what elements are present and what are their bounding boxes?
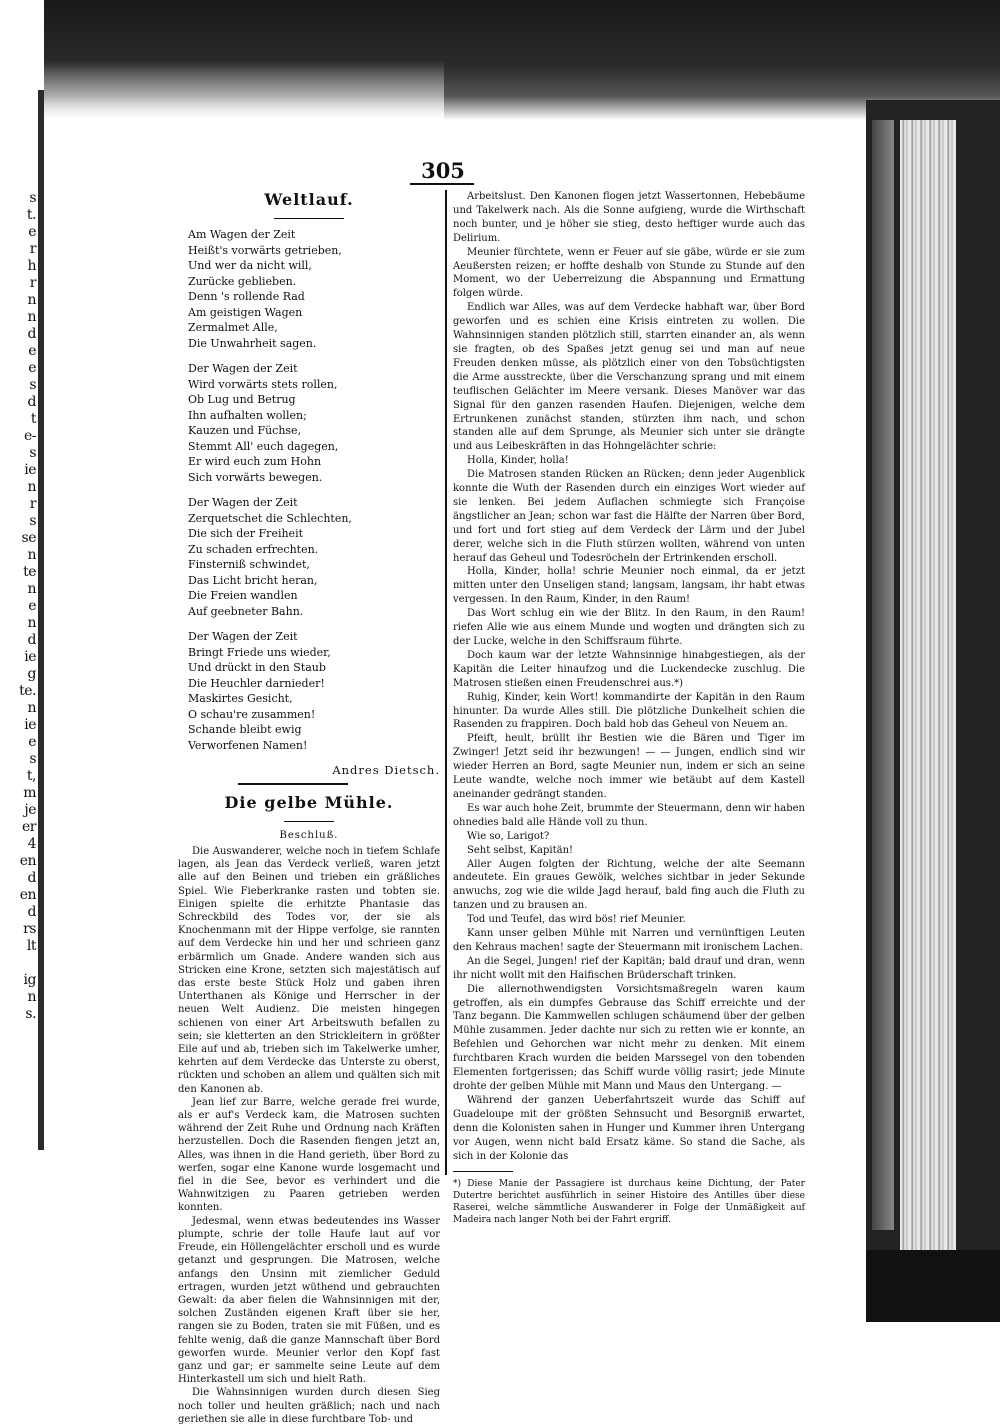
left-fragment-line: n xyxy=(27,615,36,631)
left-fragment-line: ig xyxy=(23,972,36,988)
poem-line: Der Wagen der Zeit xyxy=(188,630,298,643)
left-fragment-line: n xyxy=(27,309,36,325)
story-paragraph: Meunier fürchtete, wenn er Feuer auf sie gäbe, würde er sie zum Aeußersten reizen; er hoffte deshalb von Stunde zu Stunde auf den Moment, wo der Ueberreizung die Abspannung und Ermattung folgen würde. xyxy=(453,246,805,300)
left-fragment-line: je xyxy=(24,802,36,818)
left-fragment-line: d xyxy=(27,326,36,342)
left-fragment-line: r xyxy=(29,496,36,512)
poem-line: Verworfenen Namen! xyxy=(188,738,308,752)
story-paragraph: Seht selbst, Kapitän! xyxy=(467,844,574,856)
left-fragment-line: s xyxy=(29,751,36,767)
left-fragment-line: d xyxy=(27,632,36,648)
story-paragraph: Tod und Teufel, das wird bös! rief Meunier. xyxy=(467,914,686,926)
left-fragment-line: en xyxy=(19,887,36,903)
poem-body xyxy=(178,227,440,753)
left-fragment-line: h xyxy=(27,258,36,274)
left-fragment-line: s. xyxy=(25,1006,36,1022)
left-fragment-line: 4 xyxy=(27,836,36,852)
poem-title: Weltlauf. xyxy=(264,190,354,209)
left-fragment-line: t xyxy=(30,411,36,427)
left-fragment-line: e xyxy=(28,224,36,240)
poem-line: Sich vorwärts bewegen. xyxy=(188,470,323,484)
left-fragment-line: r xyxy=(29,241,36,257)
poem-line: Kauzen und Füchse, xyxy=(188,424,302,437)
story-paragraph: Während der ganzen Ueberfahrtszeit wurde das Schiff auf Guadeloupe mit der größten Sehnsucht und Besorgniß erwartet, denn die Kolonisten sahen in Hunger und Kummer ihren Untergang vor Augen, wenn nicht bald Ersatz käme. So stand die Sache, als sich in der Kolonie das xyxy=(453,1094,805,1162)
poem-line: Der Wagen der Zeit xyxy=(188,496,298,509)
left-fragment-line: ie xyxy=(24,717,36,733)
story-title-rule xyxy=(284,821,334,822)
story-paragraph: Pfeift, heult, brüllt ihr Bestien wie die Bären und Tiger im Zwinger! Jetzt seid ihr bezwungen! — — Jungen, endlich sind wir wieder Herren an Bord, sagte Meunier nun, indem er sich an seine Leute wandte, welche noch immer wie betäubt auf dem Kastell aneinander gedrängt standen. xyxy=(453,733,805,800)
poem-line: Die Freien wandlen xyxy=(188,589,298,602)
poem-stanza xyxy=(188,227,440,351)
poem-line: Zerquetschet die Schlechten, xyxy=(188,511,352,525)
left-fragment-line: d xyxy=(27,870,36,886)
poem-line: Zurücke geblieben. xyxy=(188,274,297,288)
story-title: Die gelbe Mühle. xyxy=(224,793,394,812)
left-fragment-line: e- xyxy=(23,428,36,444)
poem-line: Die sich der Freiheit xyxy=(188,527,304,540)
left-fragment-line: er xyxy=(22,819,36,835)
poem-line: Der Wagen der Zeit xyxy=(188,362,298,375)
story-paragraph: Jedesmal, wenn etwas bedeutendes ins Wasser plumpte, schrie der tolle Haufe laut auf vor Freude, ein Höllengelächter erscholl und es wurde getanzt und gesprungen. Die Matrosen, welche anfangs den Unsinn mit ziemlicher Geduld ertragen, wurden jetzt wüthend und gebrauchten Gewalt: da aber fielen die Wahnsinnigen mit der, solchen Zuständen eigenen Kraft über sie her, rangen sie zu Boden, traten sie mit Füßen, und es fehlte wenig, daß die ganze Mannschaft über Bord geworfen wurde. Meunier verlor den Kopf fast ganz und gar; er sammelte seine Leute auf dem Hinterkastell um sich und hielt Rath. xyxy=(178,1215,440,1386)
left-fragment-line: t, xyxy=(26,768,36,784)
story-paragraph: Holla, Kinder, holla! xyxy=(467,455,569,467)
poem-line: Die Heuchler darnieder! xyxy=(188,676,325,690)
poem-line: Und wer da nicht will, xyxy=(188,259,312,272)
left-fragment-line: r xyxy=(29,275,36,291)
left-fragment-line: n xyxy=(27,292,36,308)
left-fragment-line: e xyxy=(28,598,36,614)
page-number-rule xyxy=(410,183,474,185)
poem-line: Auf geebneter Bahn. xyxy=(188,604,304,618)
left-fragment-line: s xyxy=(29,190,36,206)
story-paragraph: Kann unser gelben Mühle mit Narren und vernünftigen Leuten den Kehraus machen! sagte der Steuermann mit ironischem Lachen. xyxy=(453,928,805,953)
poem-stanza xyxy=(188,361,440,485)
left-fragment-line: e xyxy=(28,360,36,376)
left-fragment-line: n xyxy=(27,581,36,597)
poem-line: Ihn aufhalten wollen; xyxy=(188,408,307,422)
section-divider xyxy=(238,783,348,785)
poem-line: Die Unwahrheit sagen. xyxy=(188,336,317,350)
left-fragment-line: t. xyxy=(26,207,36,223)
poem-line: Am Wagen der Zeit xyxy=(188,228,296,241)
poem-line: Stemmt All' euch dagegen, xyxy=(188,439,339,453)
left-fragment-line: se xyxy=(21,530,36,546)
story-paragraph: Die Auswanderer, welche noch in tiefem Schlafe lagen, als Jean das Verdeck verließ, waren jetzt alle auf den Beinen und trieben ein gräßliches Spiel. Wie Fieberkranke rasten und tobten sie. Einigen spielte die erhitzte Phantasie das Schreckbild des Todes vor, der sie als Knochenmann mit der Hippe verfolge, sie rannten auf dem Verdecke hin und her und schrieen ganz erbärmlich um Gnade. Andere wanden sich aus Stricken eine Krone, setzten sich majestätisch auf das erste beste Stück Holz und gaben ihren Unterthanen als Könige und Herrscher in der neuen Welt Audienz. Die meisten hingegen schienen von einer Art Arbeitswuth befallen zu sein; sie kletterten an den Strickleitern in größter Eile auf und ab, trieben sich im Takelwerke umher, kehrten auf dem Verdecke das Unterste zu oberst, rückten und schoben an allem und quälten sich mit den Kanonen ab. xyxy=(178,846,440,1095)
left-fragment-line: d xyxy=(27,904,36,920)
poem-line: Schande bleibt ewig xyxy=(188,723,302,736)
poem-line: Finsterniß schwindet, xyxy=(188,558,310,571)
left-fragment-line: e xyxy=(28,734,36,750)
footnote-rule xyxy=(453,1171,513,1172)
story-paragraph: Arbeitslust. Den Kanonen flogen jetzt Wassertonnen, Hebebäume und Takelwerk nach. Als die Sonne aufgieng, wurde die Wirthschaft noch bunter, und je höher sie stieg, desto heftiger wurde auch das Delirium. xyxy=(453,191,805,244)
poem-line: Wird vorwärts stets rollen, xyxy=(188,377,338,391)
left-fragment-line: s xyxy=(29,377,36,393)
left-fragment-line: ie xyxy=(24,649,36,665)
story-paragraph: An die Segel, Jungen! rief der Kapitän; bald drauf und dran, wenn ihr nicht wollt mit den Haifischen Brüderschaft trinken. xyxy=(453,955,805,981)
story-paragraph: Wie so, Larigot? xyxy=(467,830,550,842)
story-paragraph: Die Wahnsinnigen wurden durch diesen Sieg noch toller und heulten gräßlich; nach und nach geriethen sie alle in diese furchtbare Tob- und xyxy=(178,1387,440,1425)
story-text-right xyxy=(453,190,805,1163)
poem-line: Maskirtes Gesicht, xyxy=(188,692,293,705)
left-fragment-line: rs xyxy=(23,921,36,937)
story-paragraph: Aller Augen folgten der Richtung, welche der alte Seemann andeutete. Ein graues Gewölk, welches sichtbar in jeder Sekunde anwuchs, zog wie die wilde Jagd herauf, bald fing auch die Fluth zu tanzen und zu brausen an. xyxy=(453,858,805,912)
story-text-left xyxy=(178,845,440,1426)
left-fragment-line: n xyxy=(27,547,36,563)
poem-line: Ob Lug und Betrug xyxy=(188,393,296,406)
footnote: *) Diese Manie der Passagiere ist durchaus keine Dichtung, der Pater Dutertre berichtet ausführlich in seiner Histoire des Antilles über diese Raserei, welche sämmtliche Auswanderer in Folge der Unmäßigkeit auf Madeira nach langer Noth bei der Fahrt ergriff. xyxy=(453,1179,805,1226)
right-column xyxy=(453,190,805,1226)
poem-line: Heißt's vorwärts getrieben, xyxy=(188,243,342,257)
poem-title-rule xyxy=(274,218,344,219)
poem-line: Und drückt in den Staub xyxy=(188,661,326,674)
story-paragraph: Holla, Kinder, holla! schrie Meunier noch einmal, da er jetzt mitten unter den Unseligen stand; langsam, langsam, ihr habt etwas vergessen. In den Raum, Kinder, in den Raum! xyxy=(453,566,805,606)
poem-line: Zermalmet Alle, xyxy=(188,321,278,334)
left-fragment-line xyxy=(2,955,36,972)
story-paragraph: Ruhig, Kinder, kein Wort! kommandirte der Kapitän in den Raum hinunter. Da wurde Alles still. Die plötzliche Dunkelheit schien die Rasenden zu frappiren. Doch bald hob das Geheul von Neuem an. xyxy=(453,691,805,731)
left-fragment-line: n xyxy=(27,479,36,495)
left-fragment-line: n xyxy=(27,989,36,1005)
poem-stanza xyxy=(188,629,440,753)
left-fragment-line: lt xyxy=(26,938,36,954)
poem-line: O schau're zusammen! xyxy=(188,707,316,721)
left-fragment-line: en xyxy=(19,853,36,869)
poem-line: Das Licht bricht heran, xyxy=(188,573,318,587)
left-fragment-line: m xyxy=(23,785,36,801)
poem-author: Andres Dietsch. xyxy=(332,763,440,777)
story-paragraph: Die Matrosen standen Rücken an Rücken; denn jeder Augenblick konnte die Wuth der Rasenden durch ein einziges Wort wieder auf sie lenken. Bei jedem Auflachen schmiegte sich Françoise ängstlicher an Jean; schon war fast die Hälfte der Narren über Bord, und fort und fort stieg auf dem Verdeck der Lärm und der Jubel derer, welche sich in die Fluth stürzen wollten, während von unten herauf das Geheul und Todesröcheln der Ertrinkenden erscholl. xyxy=(453,469,805,564)
page-number: 305 xyxy=(421,158,465,183)
left-column xyxy=(178,190,440,1426)
story-paragraph: Doch kaum war der letzte Wahnsinnige hinabgestiegen, als der Kapitän die Leiter hinaufzog und die Luckendecke zuschlug. Die Matrosen stießen einen Freudenschrei aus.*) xyxy=(453,649,805,689)
left-fragment-line: s xyxy=(29,445,36,461)
bottom-right-shadow xyxy=(866,1250,1000,1322)
story-paragraph: Die allernothwendigsten Vorsichtsmaßregeln waren kaum getroffen, als ein dumpfes Gebrause das Schiff erreichte und der Tanz begann. Die Kammwellen schlugen schäumend über der gelben Mühle zusammen. Jeder dachte nur sich zu retten wie er konnte, an Befehlen und Gehorchen war nicht mehr zu denken. Mit einem furchtbaren Krach wurden die beiden Marssegel von den tobenden Elementen fortgerissen; das Schiff wurde völlig rasirt; jede Minute drohte der gelben Mühle mit Mann und Maus den Untergang. — xyxy=(453,983,805,1092)
left-fold-line xyxy=(38,90,44,1150)
left-fragment-line: te xyxy=(23,564,36,580)
left-fragment-line: e xyxy=(28,343,36,359)
left-page-fragments xyxy=(2,0,36,1023)
story-paragraph: Endlich war Alles, was auf dem Verdecke habhaft war, über Bord geworfen und es schien eine Krisis eintreten zu wollen. Die Wahnsinnigen standen plötzlich still, starrten einander an, als wenn sie fragten, ob des Spaßes jetzt genug sei und man auf neue Freuden denken müsse, als plötzlich einer von den Tobsüchtigsten die Arme ausstreckte, über die Verschanzung sprang und mit einem teuflischen Gelächter im Meere versank. Dieses Manöver war das Signal für den ganzen rasenden Haufen. Diejenigen, welche dem Ertrunkenen zunächst standen, stürzten ihm nach, und schon standen alle auf dem Sprunge, als Meunier sich unter sie drängte und aus Leibeskräften in das Hohngelächter schrie: xyxy=(453,302,805,453)
story-subtitle: Beschluß. xyxy=(279,830,339,841)
page-stack-edges xyxy=(900,120,956,1250)
poem-stanza xyxy=(188,495,440,619)
poem-line: Er wird euch zum Hohn xyxy=(188,455,322,468)
poem-line: Zu schaden erfrechten. xyxy=(188,542,319,556)
left-fragment-line: te. xyxy=(19,683,36,699)
column-divider xyxy=(445,190,447,1175)
poem-line: Denn 's rollende Rad xyxy=(188,290,305,303)
left-fragment-line: g xyxy=(27,666,36,682)
top-shadow-fade xyxy=(44,60,444,130)
right-page-edge xyxy=(872,120,894,1230)
story-paragraph: Das Wort schlug ein wie der Blitz. In den Raum, in den Raum! riefen Alle wie aus einem Munde und wogten und drängten sich zu der Lucke, welche in den Schiffsraum führte. xyxy=(453,608,805,647)
left-fragment-line: ie xyxy=(24,462,36,478)
left-fragment-line: n xyxy=(27,700,36,716)
left-fragment-line: d xyxy=(27,394,36,410)
left-fragment-line: s xyxy=(29,513,36,529)
story-paragraph: Es war auch hohe Zeit, brummte der Steuermann, denn wir haben ohnedies bald alle Hände voll zu thun. xyxy=(453,802,805,828)
poem-line: Bringt Friede uns wieder, xyxy=(188,645,331,659)
poem-line: Am geistigen Wagen xyxy=(188,305,303,319)
story-paragraph: Jean lief zur Barre, welche gerade frei wurde, als er auf's Verdeck kam, die Matrosen suchten während der Zeit Ruhe und Ordnung nach Kräften herzustellen. Doch die Rasenden fiengen jetzt an, Alles, was ihnen in die Hand gerieth, über Bord zu werfen, sogar eine Kanone wurde losgemacht und fiel in die See, bevor es verhindert und die Wahnwitzigen zu Paaren getrieben werden konnten. xyxy=(178,1096,440,1214)
